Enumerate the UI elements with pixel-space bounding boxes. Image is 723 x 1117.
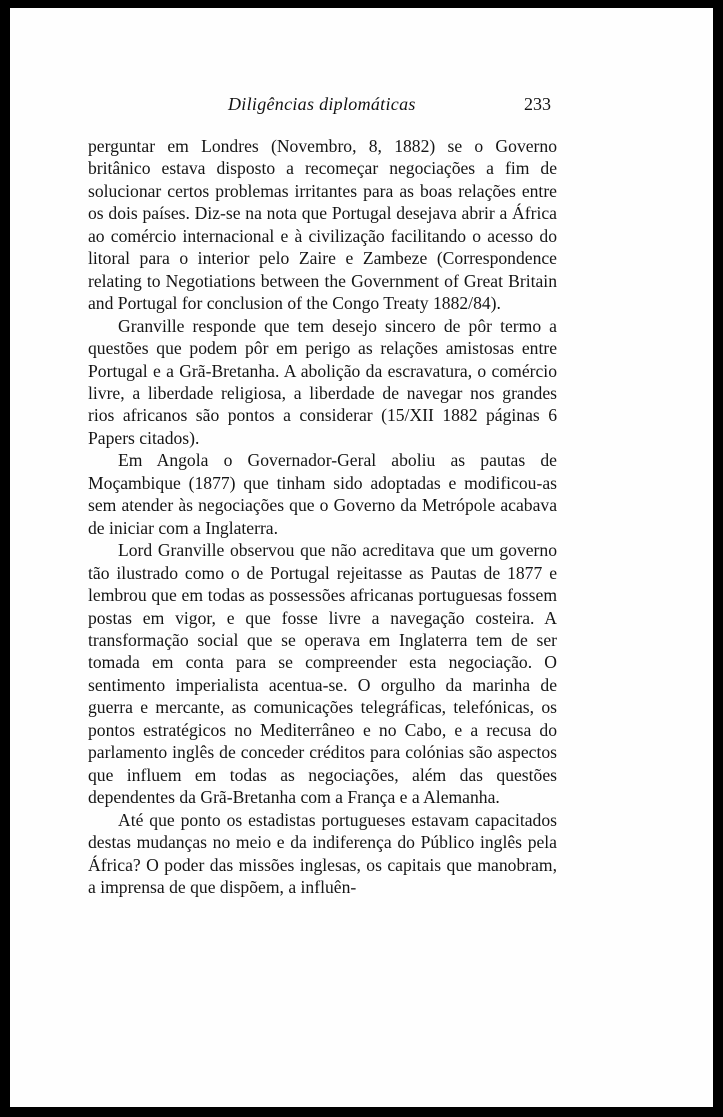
paragraph: perguntar em Londres (Novembro, 8, 1882) se o Governo britânico estava disposto a recomeçar negociações a fim de solucionar certos problemas irritantes para as boas relações entre os dois países. Diz-se na nota que Portugal desejava abrir a África ao comércio internacional e à civilização facilitando o acesso do litoral para o interior pelo Zaire e Zambeze (Correspondence relating to Negotiations between the Government of Great Britain and Portugal for conclusion of the Congo Treaty 1882/84). xyxy=(88,136,557,314)
page-header xyxy=(10,94,713,120)
paragraph: Em Angola o Governador-Geral aboliu as pautas de Moçambique (1877) que tinham sido adoptadas e modificou-as sem atender às negociações que o Governo da Metrópole acabava de iniciar com a Inglaterra. xyxy=(88,450,557,538)
paragraph: Lord Granville observou que não acreditava que um governo tão ilustrado como o de Portugal rejeitasse as Pautas de 1877 e lembrou que em todas as possessões africanas portuguesas fossem postas em vigor, e que fosse livre a navegação costeira. A transformação social que se operava em Inglaterra tem de ser tomada em conta para se compreender esta negociação. O sentimento imperialista acentua-se. O orgulho da marinha de guerra e mercante, as comunicações telegráficas, telefónicas, os pontos estratégicos no Mediterrâneo e no Cabo, e a recusa do parlamento inglês de conceder créditos para colónias são aspectos que influem em todas as negociações, além das questões dependentes da Grã-Bretanha com a França e a Alemanha. xyxy=(88,540,557,808)
page-number: 233 xyxy=(524,94,551,114)
running-title: Diligências diplomáticas xyxy=(228,94,416,114)
body-text xyxy=(88,135,557,898)
paragraph: Até que ponto os estadistas portugueses estavam capacitados destas mudanças no meio e da indiferença do Público inglês pela África? O poder das missões inglesas, os capitais que manobram, a imprensa de que dispõem, a influên- xyxy=(88,809,557,897)
book-page xyxy=(10,8,713,1107)
paragraph: Granville responde que tem desejo sincero de pôr termo a questões que podem pôr em perigo as relações amistosas entre Portugal e a Grã-Bretanha. A abolição da escravatura, o comércio livre, a liberdade religiosa, a liberdade de navegar nos grandes rios africanos são pontos a considerar (15/XII 1882 páginas 6 Papers citados). xyxy=(88,315,557,448)
